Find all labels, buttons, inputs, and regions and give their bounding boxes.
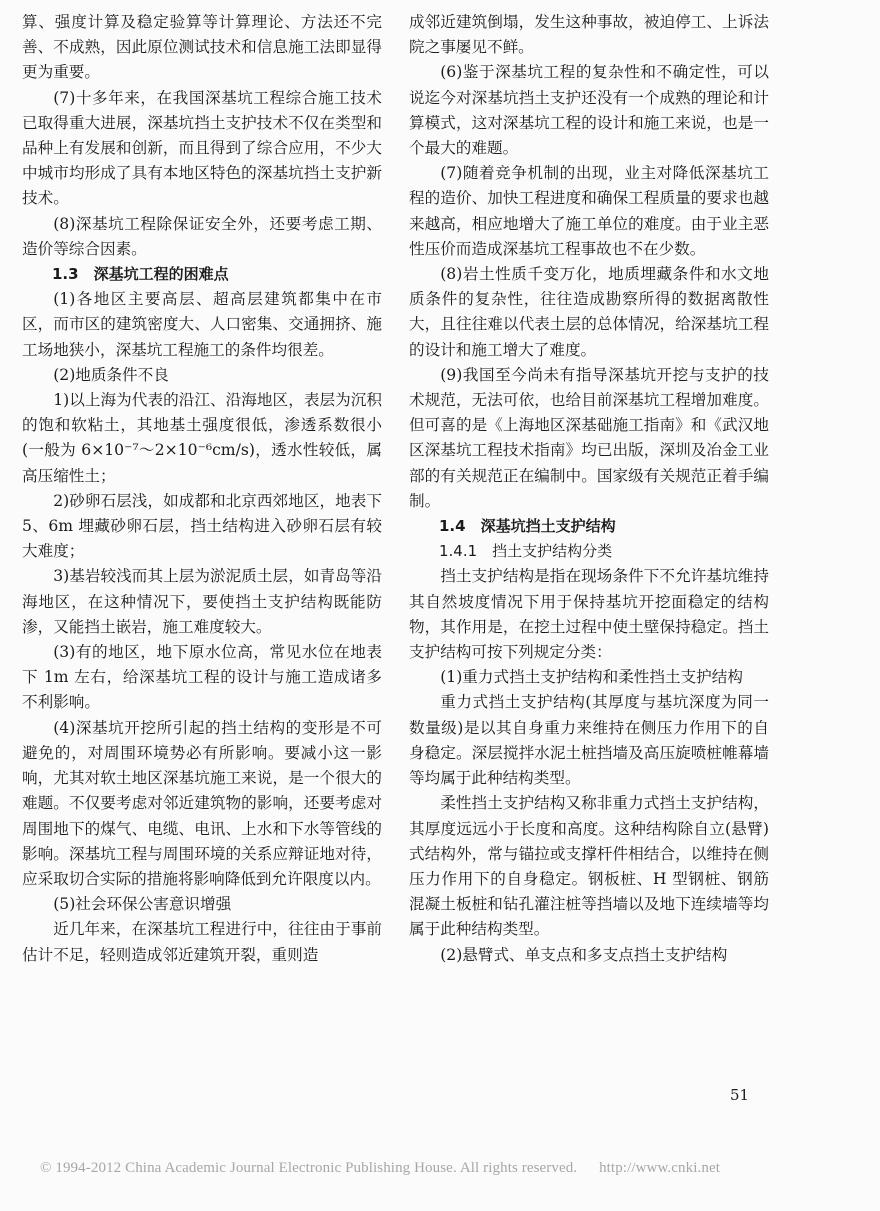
paragraph: 3)基岩较浅而其上层为淤泥质土层，如青岛等沿海地区，在这种情况下，要使挡土支护结构既能防渗，又能挡土嵌岩，施工难度较大。 <box>22 567 382 636</box>
paragraph: (5)社会环保公害意识增强 <box>53 895 232 914</box>
paragraph: 算、强度计算及稳定验算等计算理论、方法还不完善、不成熟，因此原位测试技术和信息施工法即显得更为重要。 <box>22 13 382 82</box>
paragraph: 重力式挡土支护结构(其厚度与基坑深度为同一数量级)是以其自身重力来维持在侧压力作用下的自身稳定。深层搅拌水泥土桩挡墙及高压旋喷桩帷幕墙等均属于此种结构类型。 <box>409 693 769 788</box>
paragraph: 2)砂卵石层浅，如成都和北京西郊地区，地表下 5、6m 埋藏砂卵石层，挡土结构进入砂卵石层有较大难度； <box>22 491 382 561</box>
paragraph: (3)有的地区，地下原水位高，常见水位在地表下 1m 左右，给深基坑工程的设计与施工造成诸多不利影响。 <box>22 643 382 712</box>
paragraph: (8)深基坑工程除保证安全外，还要考虑工期、造价等综合因素。 <box>22 214 382 258</box>
copyright-notice: © 1994-2012 China Academic Journal Electronic Publishing House. All rights reserved. <box>40 1160 578 1176</box>
right-column <box>409 10 769 968</box>
section-heading: 1.4 深基坑挡土支护结构 <box>439 517 616 536</box>
footer-url[interactable]: http://www.cnki.net <box>599 1160 720 1176</box>
footer <box>40 1160 860 1177</box>
paragraph: (1)各地区主要高层、超高层建筑都集中在市区，而市区的建筑密度大、人口密集、交通拥挤、施工场地狭小，深基坑工程施工的条件均很差。 <box>22 290 382 359</box>
left-column <box>22 10 382 968</box>
paragraph: 柔性挡土支护结构又称非重力式挡土支护结构，其厚度远远小于长度和高度。这种结构除自立(悬臂)式结构外，常与锚拉或支撑杆件相结合，以维持在侧压力作用下的自身稳定。钢板桩、H 型钢桩、钢筋混凝土板桩和钻孔灌注桩等挡墙以及地下连续墙等均属于此种结构类型。 <box>409 794 769 939</box>
page-number: 51 <box>730 1086 750 1104</box>
paragraph: (1)重力式挡土支护结构和柔性挡土支护结构 <box>440 668 743 687</box>
paragraph: (7)随着竞争机制的出现，业主对降低深基坑工程的造价、加快工程进度和确保工程质量的要求也越来越高，相应地增大了施工单位的难度。由于业主恶性压价而造成深基坑工程事故也不在少数。 <box>409 164 769 258</box>
paragraph: (8)岩土性质千变万化，地质埋藏条件和水文地质条件的复杂性，往往造成勘察所得的数据离散性大，且往往难以代表土层的总体情况，给深基坑工程的设计和施工增大了难度。 <box>409 265 769 359</box>
paragraph: 近几年来，在深基坑工程进行中，往往由于事前估计不足，轻则造成邻近建筑开裂，重则造 <box>22 920 382 964</box>
paragraph: (9)我国至今尚未有指导深基坑开挖与支护的技术规范，无法可依，也给目前深基坑工程增加难度。但可喜的是《上海地区深基础施工指南》和《武汉地区深基坑工程技术指南》均已出版，深圳及冶金工业部的有关规范正在编制中。国家级有关规范正着手编制。 <box>409 365 769 510</box>
section-heading: 1.3 深基坑工程的困难点 <box>52 265 229 284</box>
paragraph: 挡土支护结构是指在现场条件下不允许基坑维持其自然坡度情况下用于保持基坑开挖面稳定的结构物，其作用是，在挖土过程中使土壁保持稳定。挡土支护结构可按下列规定分类： <box>409 567 769 662</box>
paragraph: (6)鉴于深基坑工程的复杂性和不确定性，可以说迄今对深基坑挡土支护还没有一个成熟的理论和计算模式，这对深基坑工程的设计和施工来说，也是一个最大的难题。 <box>409 63 769 158</box>
paragraph: (2)悬臂式、单支点和多支点挡土支护结构 <box>440 945 728 964</box>
paragraph: 成邻近建筑倒塌，发生这种事故，被迫停工、上诉法院之事屡见不鲜。 <box>409 13 769 57</box>
paragraph: (7)十多年来，在我国深基坑工程综合施工技术已取得重大进展，深基坑挡土支护技术不仅在类型和品种上有发展和创新，而且得到了综合应用，不少大中城市均形成了具有本地区特色的深基坑挡土支护新技术。 <box>22 88 382 208</box>
paragraph: (2)地质条件不良 <box>53 365 169 384</box>
paragraph: 1)以上海为代表的沿江、沿海地区，表层为沉积的饱和软粘土，其地基土强度很低，渗透系数很小(一般为 6×10⁻⁷～2×10⁻⁶cm/s)，透水性较低，属高压缩性土； <box>22 391 382 485</box>
paragraph: (4)深基坑开挖所引起的挡土结构的变形是不可避免的，对周围环境势必有所影响。要减小这一影响，尤其对软土地区深基坑施工来说，是一个很大的难题。不仅要考虑对邻近建筑物的影响，还要考虑对周围地下的煤气、电缆、电讯、上水和下水等管线的影响。深基坑工程与周围环境的关系应辩证地对待，应采取切合实际的措施将影响降低到允许限度以内。 <box>22 718 382 888</box>
subsection-heading: 1.4.1 挡土支护结构分类 <box>439 542 613 561</box>
